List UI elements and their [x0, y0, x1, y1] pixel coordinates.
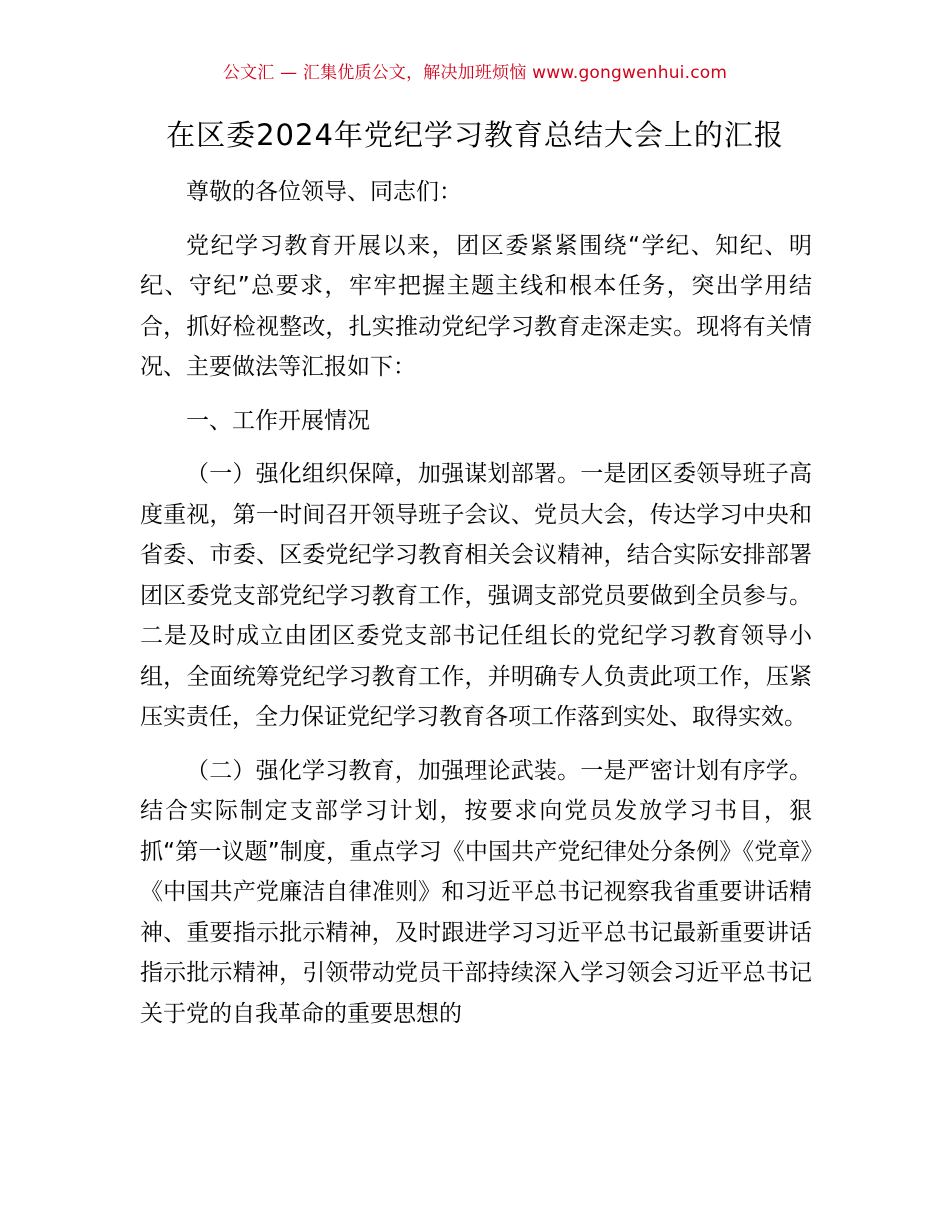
paragraph-organization: （一）强化组织保障，加强谋划部署。一是团区委领导班子高度重视，第一时间召开领导班子会议、党员大会，传达学习中央和省委、市委、区委党纪学习教育相关会议精神，结合实际安排部署团区委党支部党纪学习教育工作，强调支部党员要做到全员参与。二是及时成立由团区委党支部书记任组长的党纪学习教育领导小组，全面统筹党纪学习教育工作，并明确专人负责此项工作，压紧压实责任，全力保证党纪学习教育各项工作落到实处、取得实效。 — [140, 461, 812, 730]
intro-paragraph: 党纪学习教育开展以来，团区委紧紧围绕“学纪、知纪、明纪、守纪”总要求，牢牢把握主题主线和根本任务，突出学用结合，抓好检视整改，扎实推动党纪学习教育走深走实。现将有关情况、主要做法等汇报如下： — [140, 232, 812, 380]
salutation: 尊敬的各位领导、同志们： — [186, 179, 462, 205]
paragraph-study: （二）强化学习教育，加强理论武装。一是严密计划有序学。结合实际制定支部学习计划，按要求向党员发放学习书目，狠抓“第一议题”制度，重点学习《中国共产党纪律处分条例》《党章》《中国共产党廉洁自律准则》和习近平总书记视察我省重要讲话精神、重要指示批示精神，及时跟进学习习近平总书记最新重要讲话指示批示精神，引领带动党员干部持续深入学习领会习近平总书记关于党的自我革命的重要思想的 — [140, 757, 812, 1027]
document-title: 在区委2024年党纪学习教育总结大会上的汇报 — [166, 118, 784, 152]
section-heading: 一、工作开展情况 — [186, 407, 370, 434]
header-website-link[interactable]: 公文汇 — 汇集优质公文，解决加班烦恼 www.gongwenhui.com — [222, 63, 728, 83]
document-body — [140, 172, 812, 1047]
